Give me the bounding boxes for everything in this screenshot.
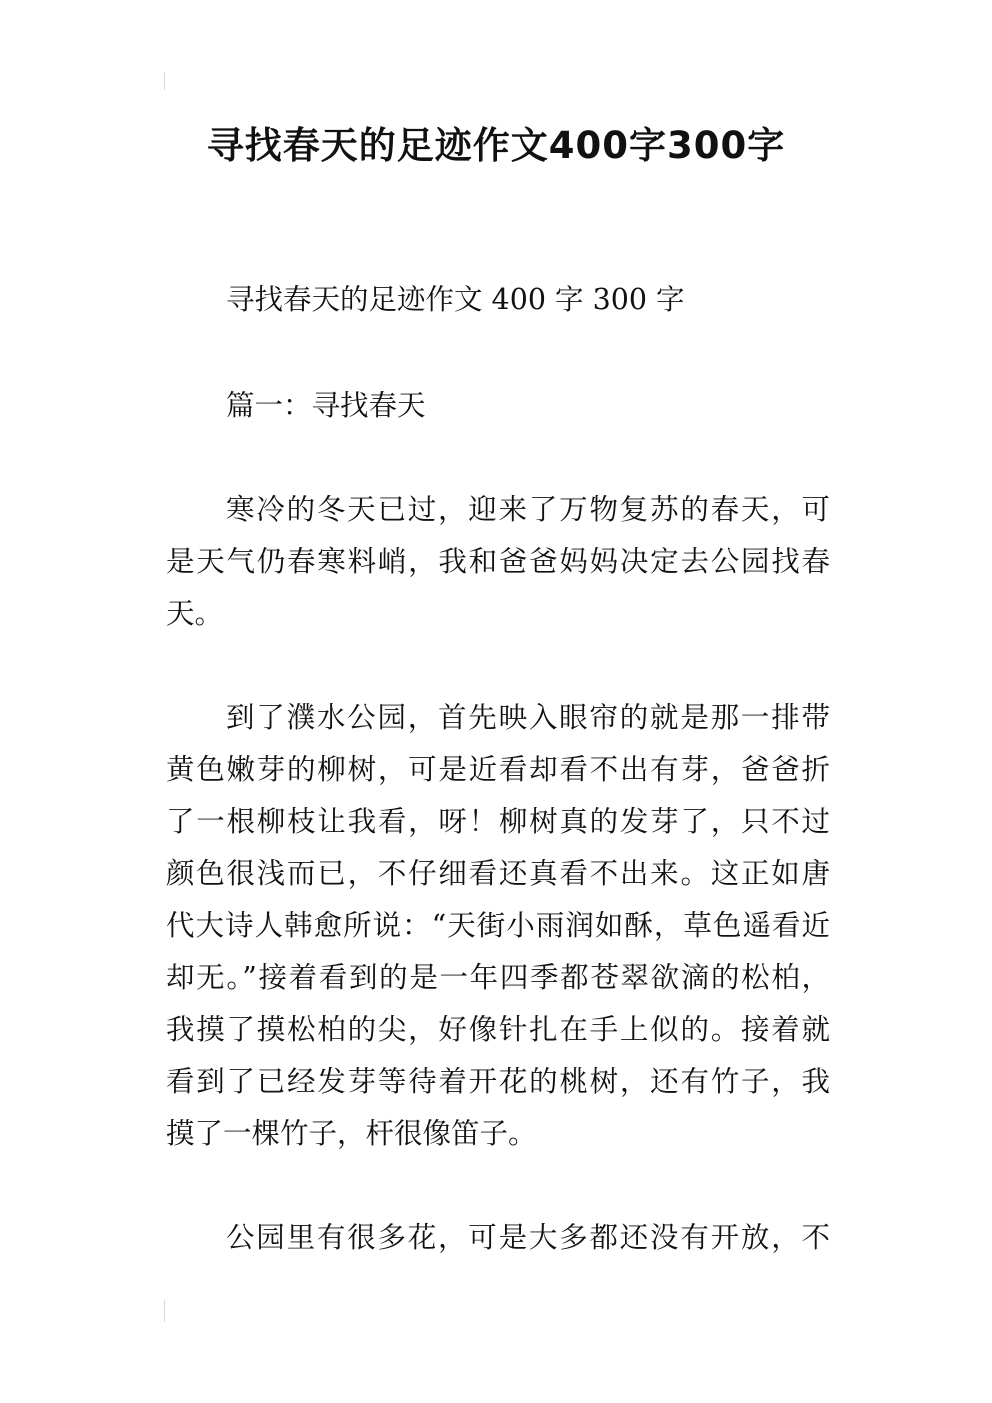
paragraph-line: 看到了已经发芽等待着开花的桃树，还有竹子，我	[166, 1065, 830, 1098]
paragraph-line: 黄色嫩芽的柳树，可是近看却看不出有芽，爸爸折	[166, 753, 830, 786]
paragraph-line: 寒冷的冬天已过，迎来了万物复苏的春天，可	[226, 493, 830, 526]
paragraph-line: 到了濮水公园，首先映入眼帘的就是那一排带	[226, 701, 830, 734]
paragraph-line: 天。	[166, 597, 224, 630]
page-corner-mark-top	[164, 72, 165, 90]
page-corner-mark-bottom	[164, 1300, 165, 1322]
paragraph-line: 公园里有很多花，可是大多都还没有开放，不	[226, 1221, 830, 1254]
paragraph-line: 代大诗人韩愈所说：“天街小雨润如酥，草色遥看近	[166, 909, 830, 942]
paragraph-line: 是天气仍春寒料峭，我和爸爸妈妈决定去公园找春	[166, 545, 830, 578]
paragraph-line: 颜色很浅而已，不仔细看还真看不出来。这正如唐	[166, 857, 830, 890]
document-title: 寻找春天的足迹作文400字300字	[206, 124, 786, 167]
paragraph-line: 却无。”接着看到的是一年四季都苍翠欲滴的松柏，	[166, 961, 830, 994]
section-heading: 篇一：寻找春天	[226, 389, 426, 422]
paragraph-line: 我摸了摸松柏的尖，好像针扎在手上似的。接着就	[166, 1013, 830, 1046]
paragraph-line: 了一根柳枝让我看，呀！柳树真的发芽了，只不过	[166, 805, 830, 838]
document-subtitle: 寻找春天的足迹作文 400 字 300 字	[226, 283, 685, 316]
paragraph-line: 摸了一棵竹子，杆很像笛子。	[166, 1117, 537, 1150]
